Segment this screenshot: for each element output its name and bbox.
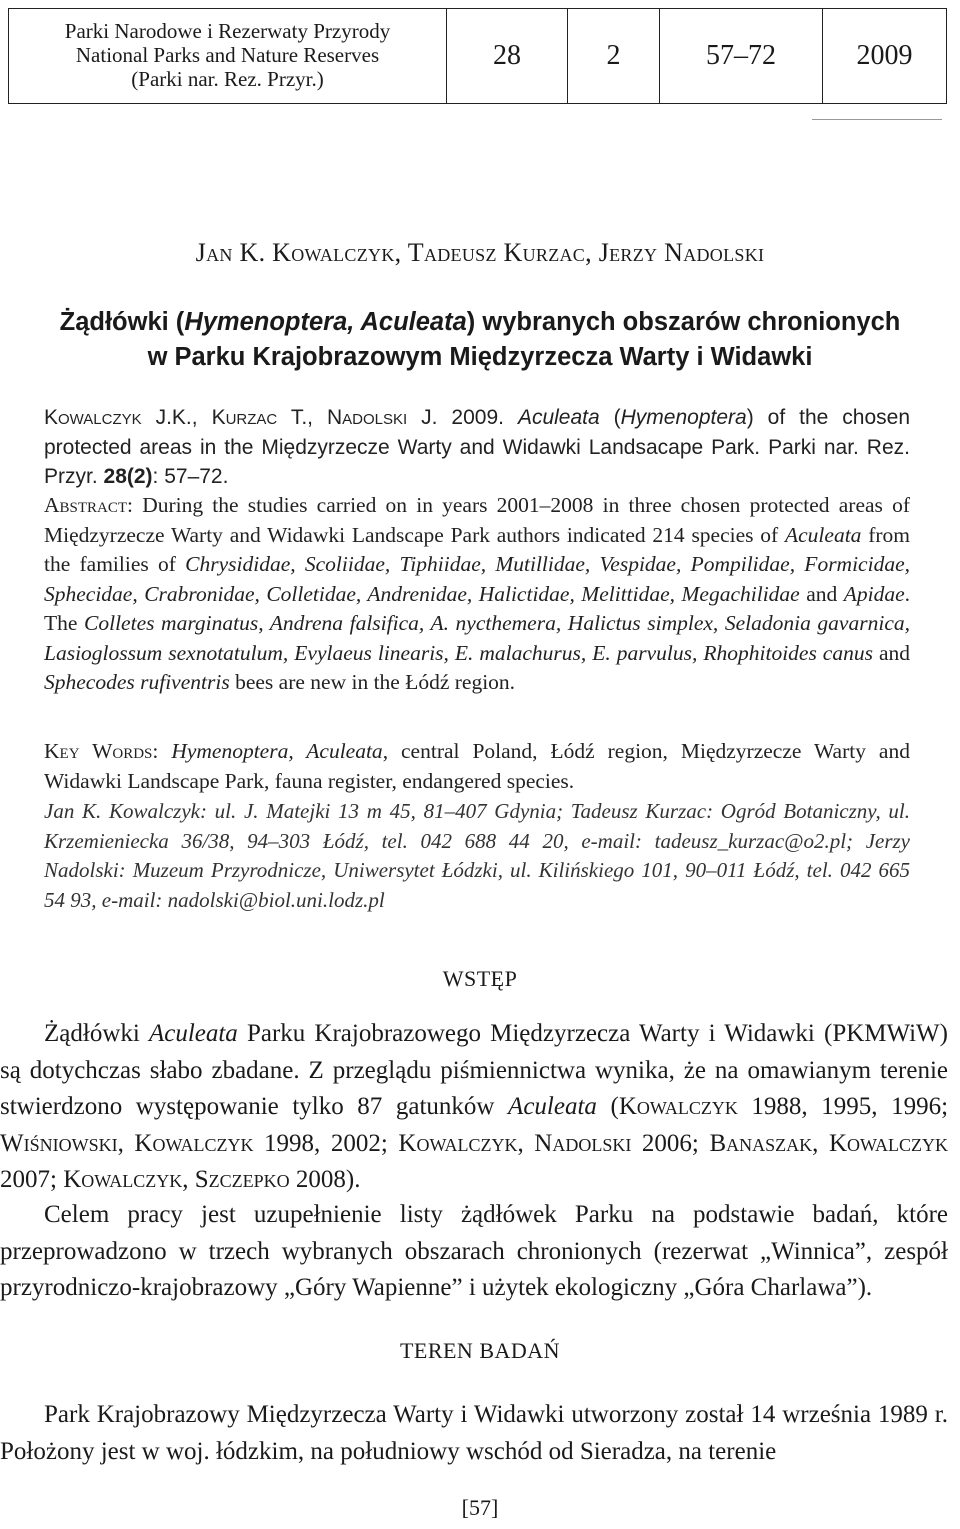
citation-taxon: Hymenoptera	[620, 406, 747, 429]
abstract-text: and	[799, 581, 844, 606]
citation-text: ) of the chosen protected areas in the Międzyrzecze Warty and Widawki Landsacape Park. Parki nar. Rez. Przyr.	[44, 406, 911, 488]
journal-name-en: National Parks and Nature Reserves	[75, 43, 380, 67]
citation-text: (	[599, 406, 621, 429]
section-heading-study-area: TEREN BADAŃ	[399, 1338, 561, 1363]
abstract-text: : During the studies carried on in years 2001–2008 in three chosen protected areas of Międzyrzecze Warty and Widawki Landscape Park authors indicated 214 species of	[44, 493, 910, 547]
abstract-taxon: Apidae	[843, 581, 905, 606]
journal-name-pl: Parki Narodowe i Rezerwaty Przyrody	[64, 19, 391, 43]
keywords-taxon: Hymenoptera, Aculeata	[171, 739, 383, 763]
abstract-text: and	[872, 640, 910, 665]
paragraph-text: 2007;	[0, 1166, 64, 1193]
paragraph-taxon: Aculeata	[508, 1093, 597, 1120]
citation-volume: 28(2)	[103, 465, 153, 488]
paragraph-aim: Celem pracy jest uzupełnienie listy żądłówek Parku na podstawie badań, które przeprowadzono w trzech wybranych obszarach chronionych (rezerwat „Winnica”, zespół przyrodniczo-krajobrazowy „Góry Wapienne” i użytek ekologiczny „Góra Charlawa”).	[0, 1201, 948, 1301]
author-addresses: Jan K. Kowalczyk: ul. J. Matejki 13 m 45, 81–407 Gdynia; Tadeusz Kurzac: Ogród Botaniczny, ul. Krzemieniecka 36/38, 94–303 Łódź, tel. 042 688 44 20, e-mail: tadeusz_kurzac@o2.pl; Jerzy Nadolski: Muzeum Przyrodnicze, Uniwersytet Łódzki, ul. Kilińskiego 101, 90–011 Łódź, tel. 042 665 54 93, e-mail: nadolski@biol.uni.lodz.pl	[44, 799, 910, 912]
year: 2009	[856, 40, 913, 71]
citation	[44, 403, 910, 492]
paragraph-intro	[0, 1016, 948, 1199]
keywords-text: :	[152, 739, 172, 763]
paragraph-text: 1998, 2002;	[253, 1129, 399, 1157]
reference-author: Kowalczyk, Szczepko	[63, 1166, 290, 1193]
divider	[812, 119, 942, 120]
abstract-label: Abstract	[44, 493, 128, 517]
journal-abbreviation: (Parki nar. Rez. Przyr.)	[131, 67, 324, 91]
issue: 2	[568, 9, 660, 103]
paragraph-text: 2008).	[289, 1166, 361, 1193]
article-title	[0, 305, 960, 375]
reference-author: Banaszak, Kowalczyk	[709, 1129, 948, 1157]
keywords-text: , central Poland, Łódź region, Międzyrzecze Warty and Widawki Landscape Park, fauna register, endangered species.	[44, 739, 910, 793]
reference-author: Kowalczyk	[618, 1093, 738, 1120]
paragraph-text: (	[596, 1093, 619, 1120]
abstract-taxon: Aculeata	[785, 522, 862, 547]
article-authors: Jan K. Kowalczyk, Tadeusz Kurzac, Jerzy Nadolski	[195, 238, 765, 267]
keywords	[44, 737, 910, 796]
abstract-text: . The	[44, 581, 910, 635]
abstract-text: from the families of	[44, 522, 910, 576]
page-range: 57–72	[660, 9, 823, 103]
abstract-text: bees are new in the Łódź region.	[229, 670, 516, 694]
citation-taxon: Aculeata	[517, 406, 600, 429]
section-heading-introduction: WSTĘP	[442, 966, 518, 991]
paragraph-study-area: Park Krajobrazowy Międzyrzecza Warty i Widawki utworzony został 14 września 1989 r. Położony jest w woj. łódzkim, na południowy wschód od Sieradza, na terenie	[0, 1401, 948, 1465]
paragraph-text: Żądłówki	[44, 1020, 149, 1047]
abstract-taxon: Colletes marginatus, Andrena falsifica, A. nycthemera, Halictus simplex, Seladonia gavarnica, Lasioglossum sexnotatulum, Evylaeus linearis, E. malachurus, E. parvulus, Rhophitoides canus	[44, 611, 910, 665]
paragraph-taxon: Aculeata	[148, 1020, 238, 1047]
reference-author: Wiśniowski, Kowalczyk	[0, 1129, 254, 1157]
title-text: Żądłówki (	[59, 308, 185, 336]
abstract-taxon: Chrysididae, Scoliidae, Tiphiidae, Mutillidae, Vespidae, Pompilidae, Formicidae, Sphecidae, Crabronidae, Colletidae, Andrenidae, Halictidae, Melittidae, Megachilidae	[44, 552, 910, 606]
page-number: [57]	[461, 1495, 499, 1520]
title-text: ) wybranych obszarów chronionych	[466, 308, 901, 336]
citation-authors: Kowalczyk J.K., Kurzac T., Nadolski J. 2009.	[44, 406, 504, 429]
journal-header	[8, 8, 947, 104]
volume: 28	[447, 9, 568, 103]
keywords-label: Key Words	[44, 739, 153, 763]
journal-name	[9, 9, 447, 103]
abstract	[44, 491, 910, 698]
reference-author: Kowalczyk, Nadolski	[398, 1129, 632, 1157]
title-line-2: w Parku Krajobrazowym Międzyrzecza Warty i Widawki	[147, 343, 813, 371]
title-taxon: Hymenoptera, Aculeata	[184, 308, 467, 336]
paragraph-text: 1988, 1995, 1996;	[737, 1093, 949, 1120]
abstract-taxon: Sphecodes rufiventris	[44, 670, 230, 694]
paragraph-text: 2006;	[631, 1129, 710, 1157]
title-line-1	[0, 305, 960, 340]
citation-pages: : 57–72.	[152, 465, 229, 488]
paragraph-text: Parku Krajobrazowego Międzyrzecza Warty i Widawki (PKMWiW) są dotychczas słabo zbadane. Z przeglądu piśmiennictwa wynika, że na omawianym terenie stwierdzono występowanie tylko 87 gatunków	[0, 1020, 948, 1120]
